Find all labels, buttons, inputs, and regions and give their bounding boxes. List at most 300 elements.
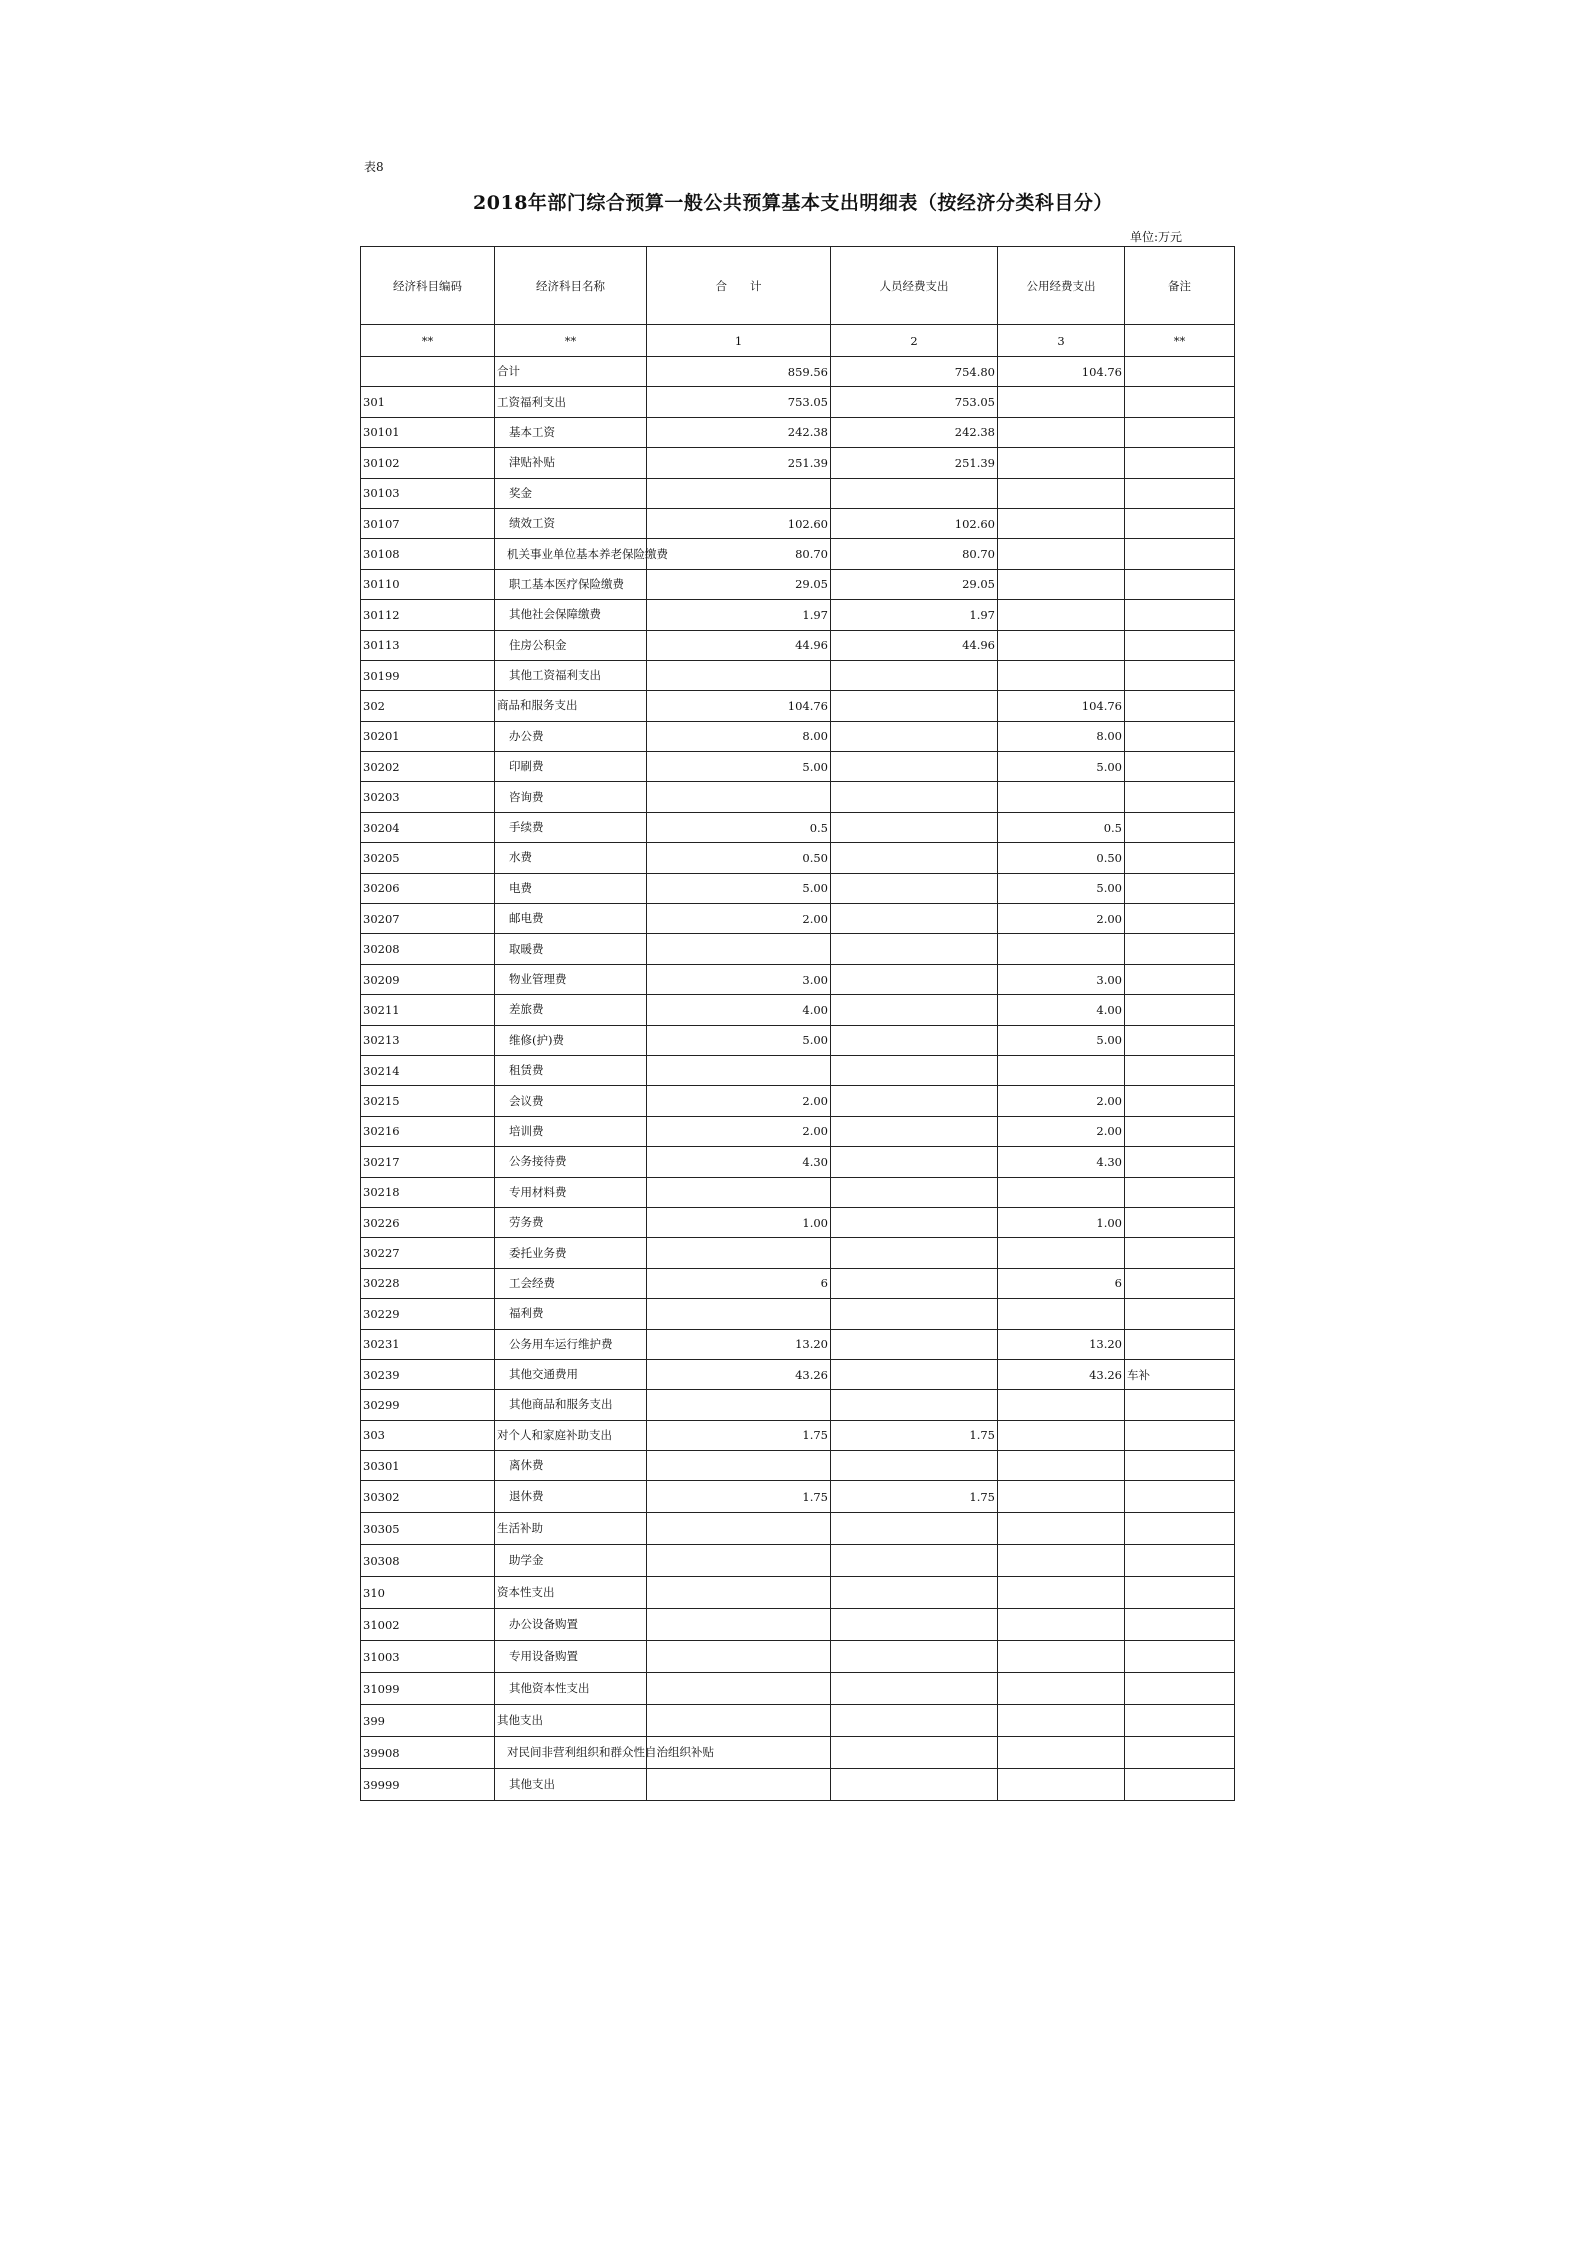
cell-name: 水费 <box>495 843 647 873</box>
cell-code: 30205 <box>361 843 495 873</box>
cell-total: 2.00 <box>647 1086 831 1116</box>
cell-code: 30239 <box>361 1359 495 1389</box>
header-public: 公用经费支出 <box>998 247 1125 325</box>
cell-name: 咨询费 <box>495 782 647 812</box>
cell-note <box>1125 1207 1235 1237</box>
cell-code: 310 <box>361 1577 495 1609</box>
cell-name: 工会经费 <box>495 1268 647 1298</box>
cell-public <box>998 630 1125 660</box>
table-row <box>361 873 1235 903</box>
cell-note <box>1125 995 1235 1025</box>
cell-code: 30201 <box>361 721 495 751</box>
cell-total: 5.00 <box>647 752 831 782</box>
cell-public: 5.00 <box>998 873 1125 903</box>
cell-total: 1.97 <box>647 600 831 630</box>
cell-total: 5.00 <box>647 873 831 903</box>
header-code: 经济科目编码 <box>361 247 495 325</box>
table-row <box>361 964 1235 994</box>
cell-total: 5.00 <box>647 1025 831 1055</box>
cell-total: 4.00 <box>647 995 831 1025</box>
cell-name: 培训费 <box>495 1116 647 1146</box>
cell-public <box>998 1705 1125 1737</box>
cell-code: 30218 <box>361 1177 495 1207</box>
cell-personnel: 754.80 <box>831 357 998 387</box>
cell-name: 职工基本医疗保险缴费 <box>495 569 647 599</box>
cell-name: 津贴补贴 <box>495 448 647 478</box>
cell-code: 30305 <box>361 1513 495 1545</box>
header-name: 经济科目名称 <box>495 247 647 325</box>
table-row <box>361 569 1235 599</box>
cell-code: 302 <box>361 691 495 721</box>
table-row <box>361 417 1235 447</box>
cell-code: 30107 <box>361 508 495 538</box>
cell-personnel <box>831 1268 998 1298</box>
cell-name: 福利费 <box>495 1299 647 1329</box>
cell-total <box>647 1705 831 1737</box>
cell-name: 物业管理费 <box>495 964 647 994</box>
cell-code: 30203 <box>361 782 495 812</box>
cell-public: 13.20 <box>998 1329 1125 1359</box>
cell-public <box>998 1055 1125 1085</box>
cell-note <box>1125 387 1235 417</box>
cell-personnel <box>831 995 998 1025</box>
cell-name: 其他商品和服务支出 <box>495 1390 647 1420</box>
cell-public: 104.76 <box>998 357 1125 387</box>
cell-name: 公务接待费 <box>495 1147 647 1177</box>
cell-note <box>1125 812 1235 842</box>
cell-personnel <box>831 691 998 721</box>
cell-code: 30227 <box>361 1238 495 1268</box>
cell-public <box>998 1641 1125 1673</box>
cell-public <box>998 1609 1125 1641</box>
cell-code: 301 <box>361 387 495 417</box>
cell-code: 30110 <box>361 569 495 599</box>
cell-personnel <box>831 1673 998 1705</box>
cell-note <box>1125 1390 1235 1420</box>
cell-personnel <box>831 1207 998 1237</box>
table-row <box>361 1481 1235 1513</box>
table-row <box>361 1641 1235 1673</box>
cell-personnel <box>831 1641 998 1673</box>
cell-code: 30108 <box>361 539 495 569</box>
table-row <box>361 1055 1235 1085</box>
cell-public: 2.00 <box>998 1086 1125 1116</box>
cell-personnel <box>831 721 998 751</box>
cell-total <box>647 1177 831 1207</box>
table-row <box>361 1147 1235 1177</box>
cell-public <box>998 1299 1125 1329</box>
cell-name: 维修(护)费 <box>495 1025 647 1055</box>
table-row <box>361 1299 1235 1329</box>
cell-name: 邮电费 <box>495 904 647 934</box>
cell-personnel <box>831 752 998 782</box>
cell-note <box>1125 752 1235 782</box>
cell-note <box>1125 478 1235 508</box>
cell-code: 30216 <box>361 1116 495 1146</box>
cell-note <box>1125 1055 1235 1085</box>
page-title: 2018年部门综合预算一般公共预算基本支出明细表（按经济分类科目分） <box>473 192 1113 214</box>
cell-total: 1.00 <box>647 1207 831 1237</box>
cell-note <box>1125 1086 1235 1116</box>
cell-code: 30302 <box>361 1481 495 1513</box>
cell-name: 助学金 <box>495 1545 647 1577</box>
cell-public <box>998 1577 1125 1609</box>
cell-note <box>1125 1116 1235 1146</box>
index-public: 3 <box>998 325 1125 357</box>
cell-name: 离休费 <box>495 1451 647 1481</box>
table-row <box>361 1025 1235 1055</box>
table-row <box>361 600 1235 630</box>
cell-code: 31099 <box>361 1673 495 1705</box>
cell-total: 1.75 <box>647 1420 831 1450</box>
table-row <box>361 1577 1235 1609</box>
cell-total: 80.70 <box>647 539 831 569</box>
cell-code: 30113 <box>361 630 495 660</box>
cell-code: 30229 <box>361 1299 495 1329</box>
cell-note <box>1125 1609 1235 1641</box>
cell-note <box>1125 1420 1235 1450</box>
cell-public <box>998 934 1125 964</box>
cell-public: 5.00 <box>998 752 1125 782</box>
cell-public <box>998 1513 1125 1545</box>
cell-name: 其他交通费用 <box>495 1359 647 1389</box>
cell-note <box>1125 417 1235 447</box>
table-row <box>361 1609 1235 1641</box>
cell-note <box>1125 1481 1235 1513</box>
cell-public: 6 <box>998 1268 1125 1298</box>
cell-name: 差旅费 <box>495 995 647 1025</box>
cell-total <box>647 1238 831 1268</box>
table-row <box>361 752 1235 782</box>
table-row <box>361 387 1235 417</box>
cell-name: 对个人和家庭补助支出 <box>495 1420 647 1450</box>
cell-name: 合计 <box>495 357 647 387</box>
cell-personnel <box>831 1737 998 1769</box>
table-row <box>361 1329 1235 1359</box>
budget-table <box>360 246 1235 1801</box>
cell-note <box>1125 357 1235 387</box>
cell-public <box>998 1420 1125 1450</box>
cell-name: 绩效工资 <box>495 508 647 538</box>
cell-total <box>647 782 831 812</box>
cell-total: 4.30 <box>647 1147 831 1177</box>
cell-name: 资本性支出 <box>495 1577 647 1609</box>
cell-total: 13.20 <box>647 1329 831 1359</box>
header-row <box>361 247 1235 325</box>
table-row <box>361 1116 1235 1146</box>
cell-name: 对民间非营利组织和群众性自治组织补贴 <box>495 1737 647 1769</box>
cell-personnel: 29.05 <box>831 569 998 599</box>
cell-public <box>998 387 1125 417</box>
cell-note <box>1125 1673 1235 1705</box>
header-personnel: 人员经费支出 <box>831 247 998 325</box>
cell-note <box>1125 1705 1235 1737</box>
cell-personnel <box>831 1299 998 1329</box>
table-row <box>361 1359 1235 1389</box>
cell-note <box>1125 782 1235 812</box>
cell-personnel: 1.97 <box>831 600 998 630</box>
cell-name: 取暖费 <box>495 934 647 964</box>
table-row <box>361 1177 1235 1207</box>
table-row <box>361 1705 1235 1737</box>
cell-personnel <box>831 1359 998 1389</box>
cell-personnel: 80.70 <box>831 539 998 569</box>
cell-name: 机关事业单位基本养老保险缴费 <box>495 539 647 569</box>
cell-public: 8.00 <box>998 721 1125 751</box>
cell-personnel <box>831 1513 998 1545</box>
cell-total: 43.26 <box>647 1359 831 1389</box>
cell-total: 102.60 <box>647 508 831 538</box>
cell-note <box>1125 934 1235 964</box>
cell-code: 39908 <box>361 1737 495 1769</box>
cell-name: 其他支出 <box>495 1705 647 1737</box>
cell-personnel <box>831 782 998 812</box>
cell-note <box>1125 1577 1235 1609</box>
cell-note <box>1125 448 1235 478</box>
cell-total: 1.75 <box>647 1481 831 1513</box>
cell-total <box>647 934 831 964</box>
cell-note <box>1125 1769 1235 1801</box>
cell-total: 3.00 <box>647 964 831 994</box>
cell-personnel <box>831 478 998 508</box>
cell-note <box>1125 630 1235 660</box>
table-row <box>361 1086 1235 1116</box>
cell-public <box>998 1238 1125 1268</box>
table-row <box>361 357 1235 387</box>
cell-total <box>647 478 831 508</box>
cell-total <box>647 1545 831 1577</box>
cell-personnel <box>831 1177 998 1207</box>
cell-public: 4.00 <box>998 995 1125 1025</box>
table-row <box>361 721 1235 751</box>
cell-personnel <box>831 1577 998 1609</box>
cell-personnel: 1.75 <box>831 1420 998 1450</box>
cell-name: 办公费 <box>495 721 647 751</box>
cell-total <box>647 1299 831 1329</box>
cell-personnel <box>831 660 998 690</box>
cell-name: 其他工资福利支出 <box>495 660 647 690</box>
cell-public: 0.50 <box>998 843 1125 873</box>
cell-note <box>1125 1238 1235 1268</box>
cell-personnel <box>831 1769 998 1801</box>
cell-note <box>1125 660 1235 690</box>
cell-total: 104.76 <box>647 691 831 721</box>
cell-personnel <box>831 1451 998 1481</box>
cell-note <box>1125 1177 1235 1207</box>
cell-total <box>647 660 831 690</box>
cell-total <box>647 1055 831 1085</box>
table-row <box>361 448 1235 478</box>
cell-personnel <box>831 1116 998 1146</box>
cell-note <box>1125 1299 1235 1329</box>
cell-name: 生活补助 <box>495 1513 647 1545</box>
cell-total: 0.5 <box>647 812 831 842</box>
cell-total: 2.00 <box>647 904 831 934</box>
cell-name: 手续费 <box>495 812 647 842</box>
cell-total: 2.00 <box>647 1116 831 1146</box>
cell-note <box>1125 904 1235 934</box>
cell-name: 印刷费 <box>495 752 647 782</box>
cell-public: 5.00 <box>998 1025 1125 1055</box>
cell-name: 办公设备购置 <box>495 1609 647 1641</box>
cell-personnel <box>831 1025 998 1055</box>
cell-code: 30101 <box>361 417 495 447</box>
header-total: 合 计 <box>647 247 831 325</box>
cell-name: 租赁费 <box>495 1055 647 1085</box>
cell-total <box>647 1609 831 1641</box>
cell-name: 商品和服务支出 <box>495 691 647 721</box>
cell-total <box>647 1769 831 1801</box>
cell-code: 30209 <box>361 964 495 994</box>
unit-label: 单位:万元 <box>1130 230 1183 244</box>
cell-personnel <box>831 1086 998 1116</box>
cell-name: 基本工资 <box>495 417 647 447</box>
cell-name: 退休费 <box>495 1481 647 1513</box>
cell-public <box>998 1177 1125 1207</box>
cell-code: 39999 <box>361 1769 495 1801</box>
cell-note <box>1125 691 1235 721</box>
cell-code: 30208 <box>361 934 495 964</box>
cell-code <box>361 357 495 387</box>
cell-note <box>1125 1025 1235 1055</box>
cell-note <box>1125 1513 1235 1545</box>
cell-personnel <box>831 904 998 934</box>
cell-note <box>1125 508 1235 538</box>
cell-public <box>998 1481 1125 1513</box>
cell-public <box>998 1545 1125 1577</box>
cell-note <box>1125 1737 1235 1769</box>
cell-name: 其他资本性支出 <box>495 1673 647 1705</box>
table-row <box>361 1451 1235 1481</box>
cell-personnel <box>831 812 998 842</box>
table-row <box>361 1737 1235 1769</box>
cell-total <box>647 1390 831 1420</box>
cell-name: 工资福利支出 <box>495 387 647 417</box>
cell-name: 公务用车运行维护费 <box>495 1329 647 1359</box>
cell-name: 专用设备购置 <box>495 1641 647 1673</box>
cell-name: 住房公积金 <box>495 630 647 660</box>
cell-code: 31002 <box>361 1609 495 1641</box>
index-note: ** <box>1125 325 1235 357</box>
cell-personnel <box>831 843 998 873</box>
cell-public <box>998 539 1125 569</box>
table-row <box>361 843 1235 873</box>
cell-personnel: 44.96 <box>831 630 998 660</box>
cell-code: 303 <box>361 1420 495 1450</box>
table-row <box>361 995 1235 1025</box>
cell-personnel <box>831 1609 998 1641</box>
cell-note <box>1125 1641 1235 1673</box>
cell-code: 30211 <box>361 995 495 1025</box>
cell-public: 2.00 <box>998 1116 1125 1146</box>
cell-public <box>998 782 1125 812</box>
cell-personnel: 1.75 <box>831 1481 998 1513</box>
cell-name: 其他社会保障缴费 <box>495 600 647 630</box>
cell-note <box>1125 600 1235 630</box>
cell-public: 1.00 <box>998 1207 1125 1237</box>
cell-code: 30308 <box>361 1545 495 1577</box>
cell-note <box>1125 873 1235 903</box>
cell-note <box>1125 843 1235 873</box>
cell-total: 44.96 <box>647 630 831 660</box>
cell-personnel: 753.05 <box>831 387 998 417</box>
cell-code: 30214 <box>361 1055 495 1085</box>
cell-note: 车补 <box>1125 1359 1235 1389</box>
cell-code: 30213 <box>361 1025 495 1055</box>
cell-code: 30199 <box>361 660 495 690</box>
cell-code: 30299 <box>361 1390 495 1420</box>
cell-public <box>998 1451 1125 1481</box>
cell-public <box>998 1390 1125 1420</box>
cell-note <box>1125 964 1235 994</box>
cell-public <box>998 508 1125 538</box>
table-row <box>361 934 1235 964</box>
cell-total <box>647 1577 831 1609</box>
cell-total <box>647 1641 831 1673</box>
cell-personnel <box>831 1545 998 1577</box>
cell-code: 31003 <box>361 1641 495 1673</box>
cell-name: 委托业务费 <box>495 1238 647 1268</box>
cell-total: 0.50 <box>647 843 831 873</box>
cell-personnel: 102.60 <box>831 508 998 538</box>
table-row <box>361 1207 1235 1237</box>
table-row <box>361 660 1235 690</box>
table-row <box>361 508 1235 538</box>
table-row <box>361 1673 1235 1705</box>
table-row <box>361 1420 1235 1450</box>
cell-public: 2.00 <box>998 904 1125 934</box>
cell-note <box>1125 539 1235 569</box>
cell-personnel <box>831 1329 998 1359</box>
table-row <box>361 539 1235 569</box>
table-row <box>361 478 1235 508</box>
cell-note <box>1125 1329 1235 1359</box>
header-note: 备注 <box>1125 247 1235 325</box>
cell-personnel <box>831 1055 998 1085</box>
cell-code: 30217 <box>361 1147 495 1177</box>
cell-code: 30215 <box>361 1086 495 1116</box>
table-row <box>361 630 1235 660</box>
cell-personnel <box>831 873 998 903</box>
cell-code: 30206 <box>361 873 495 903</box>
table-row <box>361 1513 1235 1545</box>
index-total: 1 <box>647 325 831 357</box>
cell-code: 30204 <box>361 812 495 842</box>
table-row <box>361 1390 1235 1420</box>
cell-public <box>998 600 1125 630</box>
cell-code: 30112 <box>361 600 495 630</box>
cell-public <box>998 660 1125 690</box>
cell-public <box>998 1673 1125 1705</box>
cell-note <box>1125 1268 1235 1298</box>
cell-code: 30226 <box>361 1207 495 1237</box>
table-row <box>361 1238 1235 1268</box>
cell-note <box>1125 1147 1235 1177</box>
cell-code: 30103 <box>361 478 495 508</box>
cell-personnel: 242.38 <box>831 417 998 447</box>
cell-name: 奖金 <box>495 478 647 508</box>
cell-code: 30228 <box>361 1268 495 1298</box>
cell-total: 242.38 <box>647 417 831 447</box>
cell-personnel: 251.39 <box>831 448 998 478</box>
cell-personnel <box>831 964 998 994</box>
cell-public: 0.5 <box>998 812 1125 842</box>
cell-public <box>998 417 1125 447</box>
cell-public: 104.76 <box>998 691 1125 721</box>
table-row <box>361 782 1235 812</box>
index-name: ** <box>495 325 647 357</box>
cell-code: 30231 <box>361 1329 495 1359</box>
